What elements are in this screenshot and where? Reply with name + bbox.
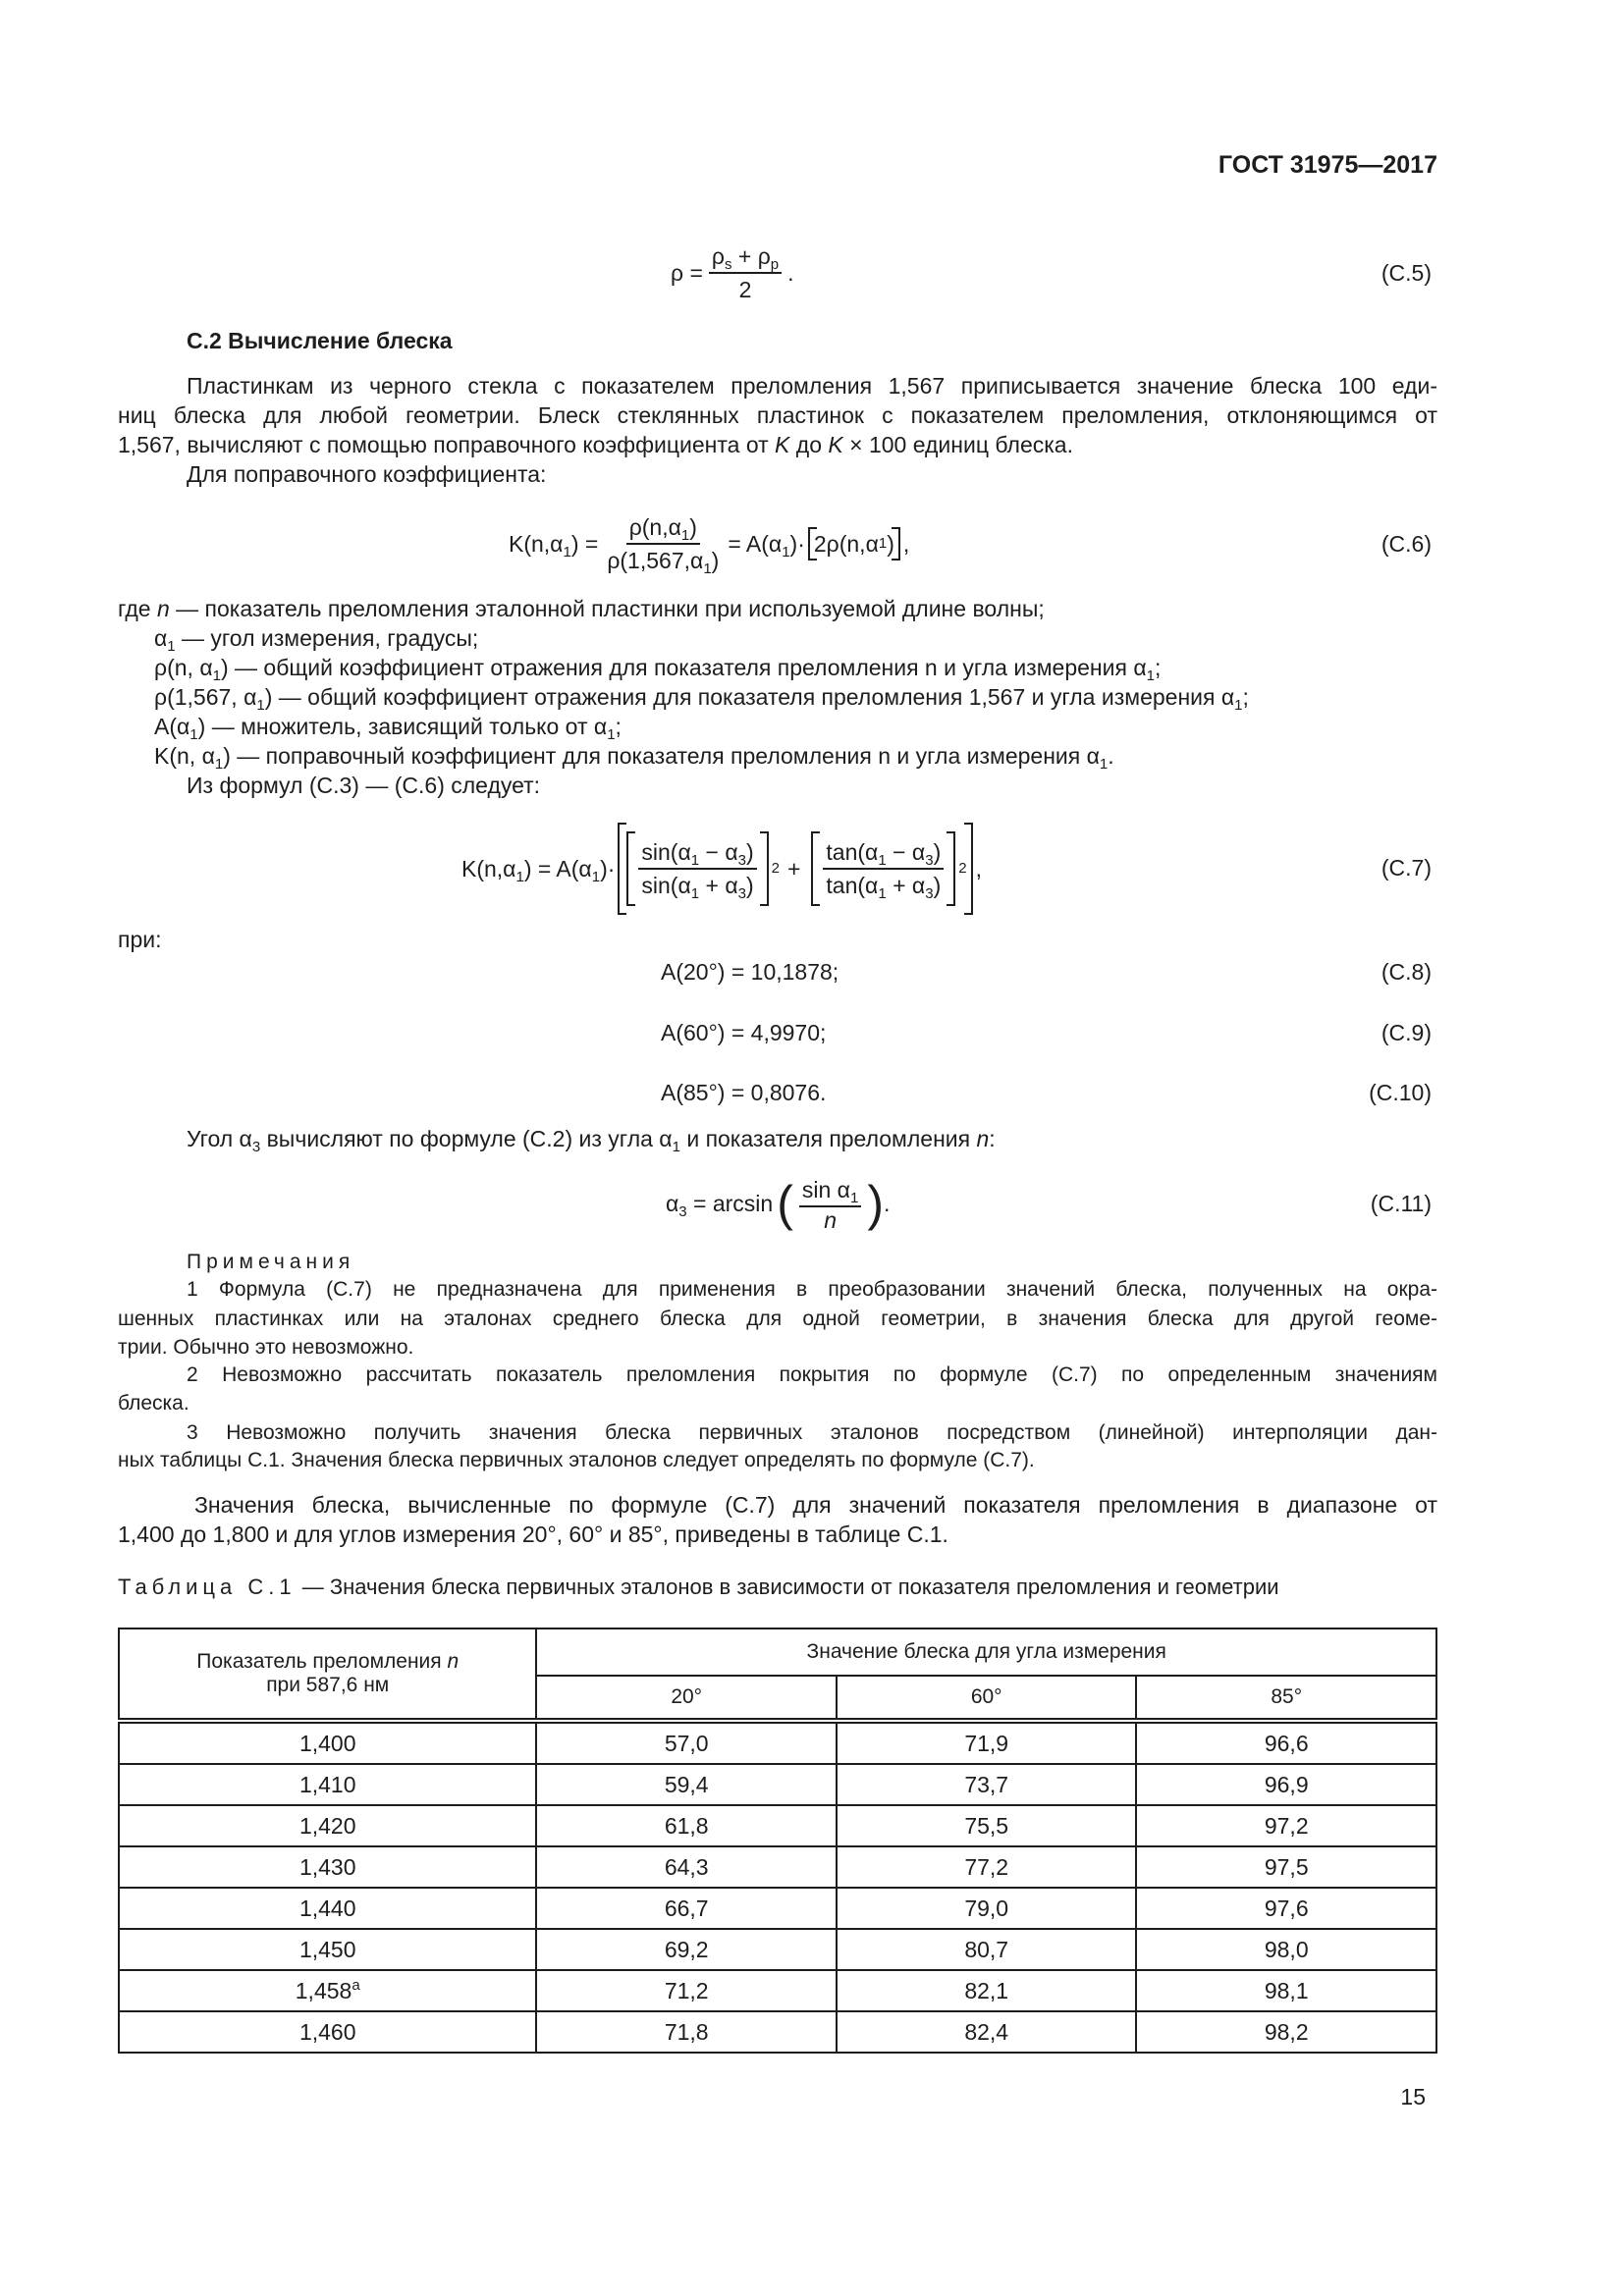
where-item: K(n, $\alpha_1$) — поправочный коэффициент для показателя преломления n и угла измерения $\alpha_1$. bbox=[154, 743, 1114, 773]
column-header-angle: 60° bbox=[837, 1676, 1137, 1721]
column-header-angle: 85° bbox=[1136, 1676, 1436, 1721]
table-row bbox=[119, 1929, 1436, 1970]
cell-gloss-value: 73,7 bbox=[837, 1764, 1137, 1805]
note-line: шенных пластинках или на эталонах среднего блеска для одной геометрии, в значения блеска для другой геоме- bbox=[118, 1308, 1437, 1330]
table-row bbox=[119, 1764, 1436, 1805]
cell-gloss-value: 96,6 bbox=[1136, 1721, 1436, 1764]
column-header-refractive-index: Показатель преломления n при 587,6 нм bbox=[119, 1629, 536, 1721]
cell-refractive-index bbox=[119, 2011, 536, 2053]
formula-text: p bbox=[770, 256, 780, 273]
note-line: блеска. bbox=[118, 1392, 189, 1415]
equation-label: (С.11) bbox=[1370, 1191, 1432, 1216]
cell-gloss-value: 71,8 bbox=[536, 2011, 837, 2053]
formula-text: , bbox=[902, 530, 910, 557]
cell-gloss-value: 97,2 bbox=[1136, 1805, 1436, 1846]
cell-gloss-value: 69,2 bbox=[536, 1929, 837, 1970]
table-caption-label: Таблица С.1 bbox=[118, 1575, 297, 1599]
cell-gloss-value: 96,9 bbox=[1136, 1764, 1436, 1805]
equation-label: (С.7) bbox=[1380, 855, 1432, 881]
formula-c11: $\alpha_3 = \arcsin$ ( $\frac{\sin \alpha_1}{n}$ ) . bbox=[666, 1166, 890, 1241]
paragraph-line: Пластинкам из черного стекла с показателем преломления 1,567 приписывается значение блеска 100 еди- bbox=[187, 373, 1437, 399]
paragraph-line: Угол $\alpha_3$ вычисляют по формуле (С.2) из угла $\alpha_1$ и показателя преломления n: bbox=[187, 1126, 996, 1155]
fraction: $\frac{\sin(\alpha_1 - \alpha_3)}{\sin(\alpha_1 + \alpha_3)}$ bbox=[638, 836, 756, 901]
cell-gloss-value: 59,4 bbox=[536, 1764, 837, 1805]
where-item: ρ(1,567, $\alpha_1$) — общий коэффициент отражения для показателя преломления 1,567 и угла измерения $\alpha_1$; bbox=[154, 684, 1249, 714]
note-line: 3 Невозможно получить значения блеска первичных эталонов посредством (линейной) интерполяции дан- bbox=[187, 1421, 1437, 1444]
equation-label: (С.6) bbox=[1380, 531, 1432, 557]
right-paren: ) bbox=[867, 1176, 884, 1231]
formula-c6 bbox=[509, 507, 909, 581]
where-item: $\alpha_1$ — угол измерения, градусы; bbox=[154, 625, 479, 655]
text: n bbox=[156, 596, 170, 621]
table-row bbox=[119, 1846, 1436, 1888]
cell-text: 1,440 bbox=[298, 1895, 356, 1921]
cell-gloss-value: 75,5 bbox=[837, 1805, 1137, 1846]
table-body bbox=[119, 1721, 1436, 2053]
cell-gloss-value: 61,8 bbox=[536, 1805, 837, 1846]
notes-title: Примечания bbox=[187, 1251, 355, 1273]
table-row bbox=[119, 1970, 1436, 2011]
text: — показатель преломления эталонной пластинки при используемой длине волны; bbox=[176, 596, 1045, 621]
text: K bbox=[828, 432, 843, 457]
text: 1,567, вычисляют с помощью поправочного коэффициента от bbox=[118, 432, 769, 457]
cell-gloss-value: 98,0 bbox=[1136, 1929, 1436, 1970]
cell-gloss-value: 82,1 bbox=[837, 1970, 1137, 2011]
cell-gloss-value: 80,7 bbox=[837, 1929, 1137, 1970]
cell-refractive-index bbox=[119, 1846, 536, 1888]
cell-refractive-index bbox=[119, 1764, 536, 1805]
cell-gloss-value: 97,6 bbox=[1136, 1888, 1436, 1929]
paragraph-line: Для поправочного коэффициента: bbox=[187, 461, 547, 487]
constant-a85: A(85°) = 0,8076. bbox=[661, 1080, 827, 1105]
cell-gloss-value: 71,2 bbox=[536, 1970, 837, 2011]
paragraph-line bbox=[118, 430, 1073, 459]
cell-refractive-index bbox=[119, 1888, 536, 1929]
where-item: $A(\alpha_1)$ — множитель, зависящий только от $\alpha_1$; bbox=[154, 714, 622, 743]
note-line: трии. Обычно это невозможно. bbox=[118, 1336, 414, 1359]
text: до bbox=[795, 432, 822, 457]
cell-gloss-value: 77,2 bbox=[837, 1846, 1137, 1888]
cell-gloss-value: 66,7 bbox=[536, 1888, 837, 1929]
cell-gloss-value: 98,1 bbox=[1136, 1970, 1436, 2011]
text: × 100 единиц блеска. bbox=[849, 432, 1073, 457]
cell-text: 1,450 bbox=[298, 1936, 356, 1962]
cell-refractive-index bbox=[119, 1721, 536, 1764]
formula-text: 2 bbox=[738, 277, 752, 302]
equation-label: (С.9) bbox=[1380, 1020, 1432, 1045]
cell-gloss-value: 57,0 bbox=[536, 1721, 837, 1764]
fraction bbox=[709, 240, 782, 305]
fraction: $\frac{\sin \alpha_1}{n}$ bbox=[799, 1174, 861, 1234]
equation-label: (С.10) bbox=[1369, 1080, 1432, 1105]
table-row bbox=[119, 2011, 1436, 2053]
formula-text: + ρ bbox=[731, 243, 771, 269]
formula-text: ρ bbox=[711, 243, 725, 269]
fraction: $\frac{\tan(\alpha_1 - \alpha_3)}{\tan(\alpha_1 + \alpha_3)}$ bbox=[823, 836, 944, 901]
constant-a60: A(60°) = 4,9970; bbox=[661, 1020, 827, 1045]
text: где bbox=[118, 596, 151, 621]
cell-text: 1,458 bbox=[295, 1977, 352, 2003]
cell-gloss-value: 79,0 bbox=[837, 1888, 1137, 1929]
column-group-header: Значение блеска для угла измерения bbox=[536, 1629, 1436, 1676]
paragraph-line: 1,400 до 1,800 и для углов измерения 20°, 60° и 85°, приведены в таблице С.1. bbox=[118, 1522, 948, 1547]
cell-gloss-value: 82,4 bbox=[837, 2011, 1137, 2053]
note-line: 1 Формула (С.7) не предназначена для применения в преобразовании значений блеска, полученных на окра- bbox=[187, 1278, 1437, 1301]
formula-text: = $A(\alpha_1)\cdot$ bbox=[728, 530, 805, 561]
paragraph-line: ниц блеска для любой геометрии. Блеск стеклянных пластинок с показателем преломления, отклоняющимся от bbox=[118, 402, 1437, 428]
left-paren: ( bbox=[777, 1176, 793, 1231]
note-line: ных таблицы С.1. Значения блеска первичных эталонов следует определять по формуле (С.7). bbox=[118, 1449, 1035, 1471]
bracket bbox=[811, 831, 955, 906]
equation-label: (С.5) bbox=[1380, 260, 1432, 286]
where-item: ρ(n, $\alpha_1$) — общий коэффициент отражения для показателя преломления n и угла измерения $\alpha_1$; bbox=[154, 655, 1162, 684]
page-number: 15 bbox=[1400, 2084, 1426, 2109]
table-caption bbox=[118, 1573, 1279, 1602]
cell-refractive-index bbox=[119, 1929, 536, 1970]
fraction: $\frac{\rho(n,\alpha_1)}{\rho(1,567,\alpha_1)}$ bbox=[604, 511, 722, 576]
column-header-angle: 20° bbox=[536, 1676, 837, 1721]
cell-text: 1,430 bbox=[298, 1853, 356, 1880]
formula-text: ρ = bbox=[671, 259, 703, 286]
outer-bracket: $\frac{\sin(\alpha_1 - \alpha_3)}{\sin(\alpha_1 + \alpha_3)}$ 2 + $\frac{\tan(\alpha_1 - \alpha_3)}{\tan(\alpha_1 + \alpha_3)}$ 2 bbox=[618, 823, 972, 915]
cell-text: 1,400 bbox=[298, 1730, 356, 1756]
cell-gloss-value: 64,3 bbox=[536, 1846, 837, 1888]
formula-c5 bbox=[671, 236, 794, 310]
table-caption-text: — Значения блеска первичных эталонов в зависимости от показателя преломления и геометрии bbox=[296, 1575, 1279, 1599]
cell-text: 1,460 bbox=[298, 2018, 356, 2045]
formula-c7: $K(n,\alpha_1) = A(\alpha_1)\cdot$ $\frac{\sin(\alpha_1 - \alpha_3)}{\sin(\alpha_1 + \alpha_3)}$ 2 + $\frac{\tan(\alpha_1 - \alpha_3)}{\tan(\alpha_1 + \alpha_3)}$ 2 , bbox=[461, 821, 982, 917]
footnote-marker: a bbox=[352, 1976, 360, 1994]
document-id: ГОСТ 31975—2017 bbox=[1218, 151, 1437, 179]
table-row bbox=[119, 1721, 1436, 1764]
equation-label: (С.8) bbox=[1380, 959, 1432, 985]
constant-a20: A(20°) = 10,1878; bbox=[661, 959, 839, 985]
bracket bbox=[626, 831, 768, 906]
formula-text: . bbox=[787, 259, 794, 286]
text: K bbox=[775, 432, 790, 457]
cell-gloss-value: 97,5 bbox=[1136, 1846, 1436, 1888]
table-row bbox=[119, 1888, 1436, 1929]
paragraph-line: Значения блеска, вычисленные по формуле (С.7) для значений показателя преломления в диапазоне от bbox=[194, 1492, 1437, 1518]
gloss-table bbox=[118, 1628, 1437, 2054]
section-title: С.2 Вычисление блеска bbox=[187, 328, 453, 353]
formula-text: $K(n,\alpha_1) = A(\alpha_1)\cdot$ bbox=[461, 855, 616, 885]
cell-text: 1,420 bbox=[298, 1812, 356, 1839]
cell-gloss-value: 71,9 bbox=[837, 1721, 1137, 1764]
table-row bbox=[119, 1805, 1436, 1846]
paragraph-line: Из формул (С.3) — (С.6) следует: bbox=[187, 773, 541, 798]
cell-refractive-index bbox=[119, 1805, 536, 1846]
at-label: при: bbox=[118, 927, 162, 952]
formula-text: s bbox=[725, 256, 732, 273]
where-line bbox=[118, 594, 1045, 623]
cell-refractive-index bbox=[119, 1970, 536, 2011]
cell-text: 1,410 bbox=[298, 1771, 356, 1797]
note-line: 2 Невозможно рассчитать показатель преломления покрытия по формуле (С.7) по определенным значениям bbox=[187, 1363, 1437, 1386]
cell-gloss-value: 98,2 bbox=[1136, 2011, 1436, 2053]
formula-text: $K(n,\alpha_1)$ = bbox=[509, 530, 599, 561]
bracket: 2ρ(n,α 1 ) bbox=[808, 527, 900, 561]
